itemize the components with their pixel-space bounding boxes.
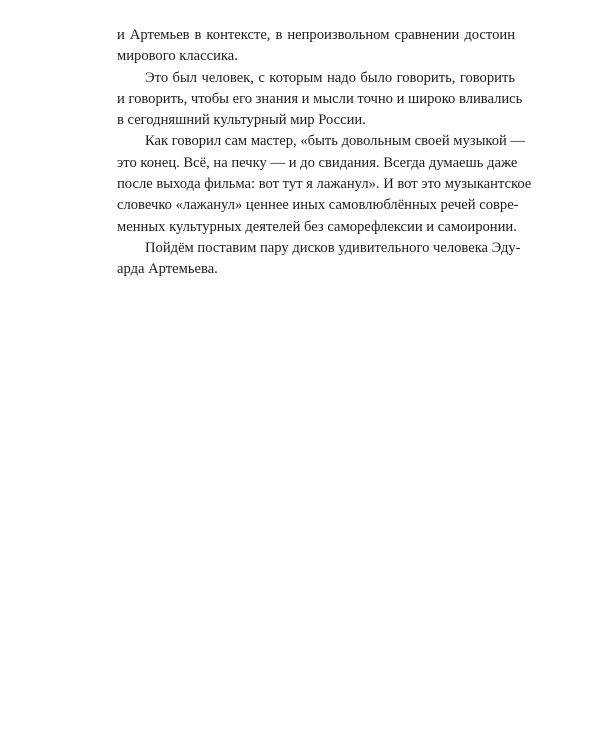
text-line: мирового классика. bbox=[117, 48, 238, 65]
paragraph-continuation bbox=[117, 25, 515, 68]
text-line: арда Артемьева. bbox=[117, 261, 218, 278]
paragraph bbox=[117, 238, 521, 281]
text-line: и Артемьев в контексте, в непроизвольном сравнении достоин bbox=[117, 27, 515, 43]
text-line: это конец. Всё, на печку — и до свидания. Всегда думаешь даже bbox=[117, 154, 518, 171]
text-line: Как говорил сам мастер, «быть довольным своей музыкой — bbox=[145, 133, 526, 150]
body-text bbox=[117, 25, 532, 281]
text-line: после выхода фильма: вот тут я лажанул». И вот это музыкантское bbox=[117, 176, 532, 193]
text-line: и говорить, чтобы его знания и мысли точно и широко вливались bbox=[117, 90, 523, 107]
text-line: Пойдём поставим пару дисков удивительного человека Эду- bbox=[145, 239, 521, 256]
text-line: в сегодняшний культурный мир России. bbox=[117, 112, 366, 129]
paragraph bbox=[117, 131, 532, 237]
paragraph bbox=[117, 68, 523, 132]
text-line: менных культурных деятелей без саморефлексии и самоиронии. bbox=[117, 218, 517, 235]
text-line: словечко «лажанул» ценнее иных самовлюблённых речей совре- bbox=[117, 197, 519, 214]
text-line: Это был человек, с которым надо было говорить, говорить bbox=[145, 69, 515, 86]
